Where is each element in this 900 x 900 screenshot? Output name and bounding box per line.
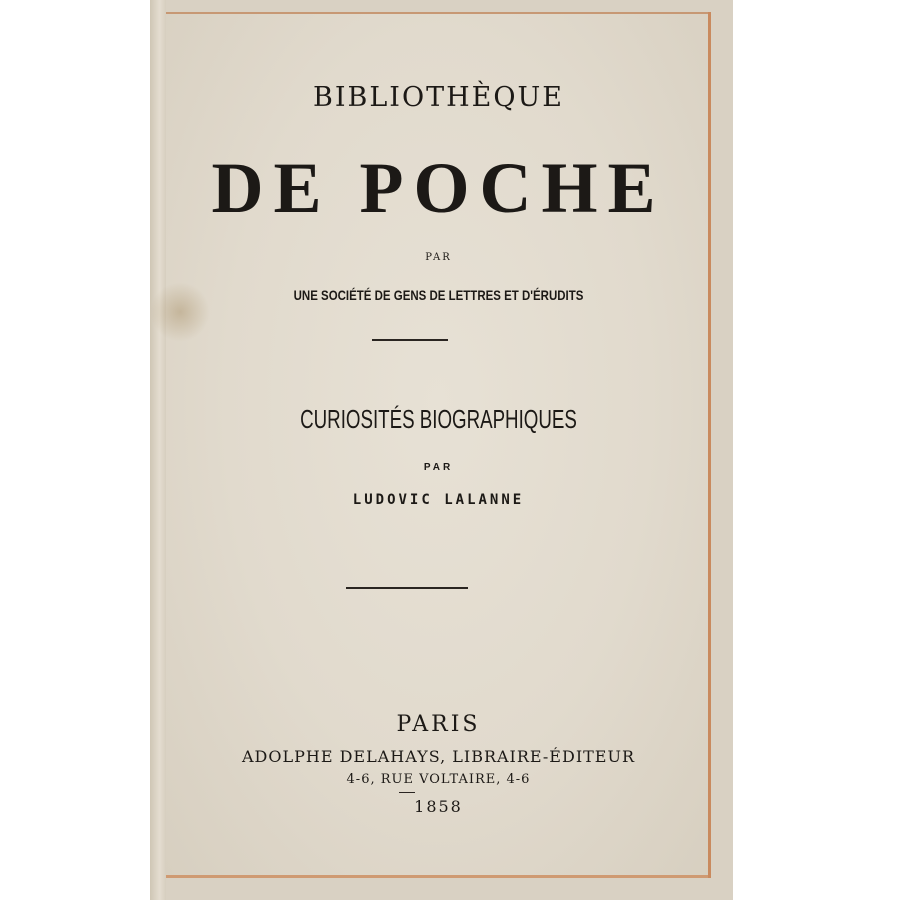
book-spine-edge [150,0,166,900]
title-page [166,12,711,878]
series-title-line2: DE POCHE [211,148,666,228]
imprint-address: 4-6, RUE VOLTAIRE, 4-6 [346,772,531,787]
author-name: LUDOVIC LALANNE [352,492,525,508]
imprint-year: 1858 [414,797,463,816]
foxing-stain [150,282,210,342]
divider-rule-1 [372,339,448,341]
par-label-2: PAR [423,462,454,473]
year-mark [399,792,415,793]
imprint-publisher: ADOLPHE DELAHAYS, LIBRAIRE-ÉDITEUR [241,747,636,766]
imprint-city: PARIS [396,712,481,737]
divider-rule-2 [346,587,468,589]
par-label-1: PAR [425,252,452,263]
series-title-line1: BIBLIOTHÈQUE [313,82,564,113]
authors-group: UNE SOCIÉTÉ DE GENS DE LETTRES ET D'ÉRUDITS [293,287,584,303]
work-title: CURIOSITÉS BIOGRAPHIQUES [300,404,577,434]
